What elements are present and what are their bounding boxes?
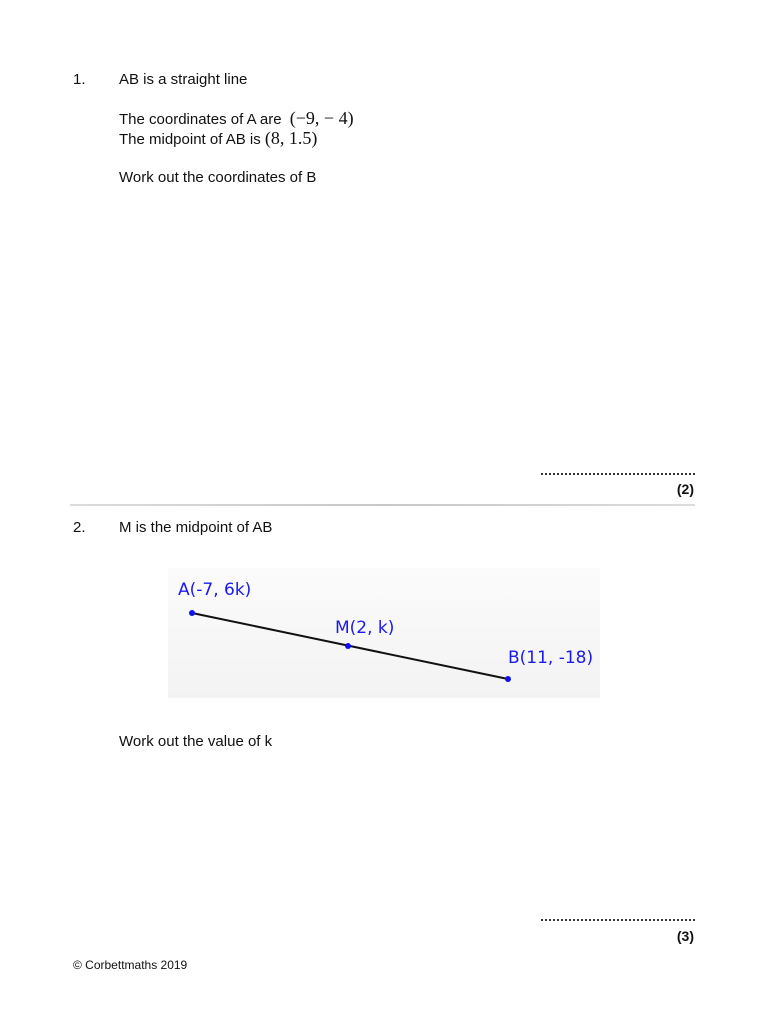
label-m: M(2, k) <box>335 618 395 638</box>
q2-task: Work out the value of k <box>119 733 273 750</box>
point-m <box>345 643 351 649</box>
q2-marks: (3) <box>676 928 694 944</box>
q1-marks: (2) <box>676 481 694 497</box>
q1-number: 1. <box>73 71 86 88</box>
label-a: A(-7, 6k) <box>178 580 252 600</box>
q1-statement: AB is a straight line <box>119 71 248 88</box>
q1-midpoint-value: (8, 1.5) <box>264 128 318 148</box>
q1-coordinates-prefix: The coordinates of A are <box>119 111 282 128</box>
q1-midpoint-prefix: The midpoint of AB is <box>119 131 261 148</box>
q1-task: Work out the coordinates of B <box>119 169 317 186</box>
label-b: B(11, -18) <box>508 648 594 668</box>
point-a <box>189 610 195 616</box>
q2-statement: M is the midpoint of AB <box>119 519 273 536</box>
q2-number: 2. <box>73 519 86 536</box>
q1-coordinates-value: (−9, − 4) <box>289 108 354 128</box>
copyright-footer: © Corbettmaths 2019 <box>73 958 188 972</box>
q2-answer-line[interactable] <box>541 915 695 921</box>
point-b <box>505 676 511 682</box>
